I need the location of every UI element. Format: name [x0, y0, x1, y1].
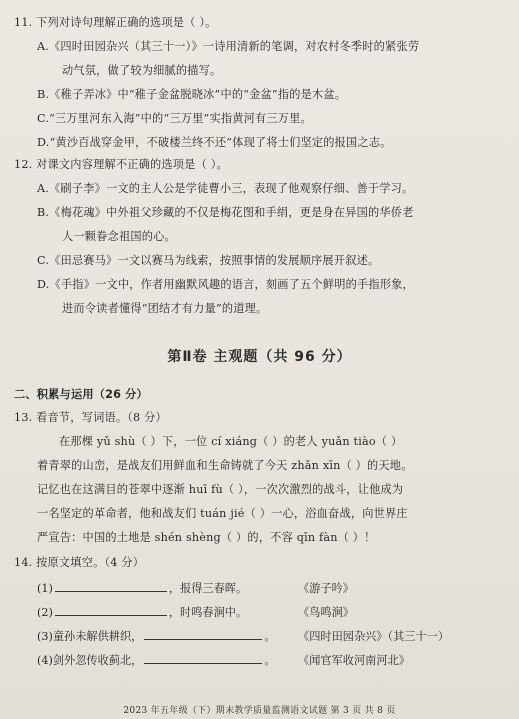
- q14-item-4: [37, 652, 276, 668]
- q14-item-3-source: 《四时田园杂兴》（其三十一）: [298, 630, 450, 643]
- q12-option-a: A.《刷子李》一文的主人公是学徒曹小三，表现了他观察仔细、善于学习。: [37, 182, 414, 195]
- q13-line-2: 着青翠的山峦，是战友们用鲜血和生命铸就了今天 zhǎn xīn（ ）的天地。: [37, 459, 413, 472]
- q12-stem: 12. 对课文内容理解不正确的选项是（ ）。: [14, 158, 228, 171]
- section-title: 第Ⅱ卷 主观题（共 96 分）: [167, 349, 352, 365]
- q14-item-1: [37, 580, 247, 596]
- q13-line-4: 一名坚定的革命者，他和战友们 tuán jié（ ）一心，浴血奋战，向世界庄: [37, 507, 408, 520]
- q14-item-2-blank[interactable]: [55, 604, 167, 616]
- q11-option-a: A.《四时田园杂兴（其三十一）》一诗用清新的笔调，对农村冬季时的紧张劳: [37, 40, 420, 53]
- q12-option-b-cont: 人一颗眷念祖国的心。: [62, 230, 176, 243]
- q13-line-5: 严宣告：中国的土地是 shén shèng（ ）的，不容 qīn fàn（ ）！: [37, 531, 376, 544]
- q13-line-1: 在那棵 yǔ shù（ ）下，一位 cí xiáng（ ）的老人 yuǎn tiào（ ）: [59, 435, 403, 448]
- q14-item-4-blank[interactable]: [144, 652, 262, 664]
- q14-item-2-text: ，时鸣春涧中。: [168, 606, 248, 619]
- q11-option-b: B.《稚子弄冰》中“稚子金盆脱晓冰”中的“金盆”指的是木盆。: [37, 88, 347, 101]
- q12-option-d-cont: 进而令读者懂得“团结才有力量”的道理。: [62, 302, 268, 315]
- q14-item-2: [37, 604, 247, 620]
- q11-stem: 11. 下列对诗句理解正确的选项是（ ）。: [14, 16, 217, 29]
- q14-item-4-prefix: (4)剑外忽传收蓟北，: [37, 654, 143, 667]
- q14-stem: 14. 按原文填空。（4 分）: [14, 556, 145, 569]
- q11-option-c: C.“三万里河东入海”中的“三万里”实指黄河有三万里。: [37, 112, 312, 125]
- q14-item-1-prefix: (1): [37, 582, 53, 595]
- q14-item-3: [37, 628, 276, 644]
- q13-stem: 13. 看音节，写词语。（8 分）: [14, 411, 167, 424]
- q13-line-3: 记忆也在这满目的苍翠中逐渐 huī fù（ ），一次次激烈的战斗，让他成为: [37, 483, 404, 496]
- q14-item-2-source: 《鸟鸣涧》: [298, 606, 354, 619]
- q14-item-4-source: 《闻官军收河南河北》: [298, 654, 410, 667]
- q12-option-b: B.《梅花魂》中外祖父珍藏的不仅是梅花图和手绢，更是身在异国的华侨老: [37, 206, 414, 219]
- part-heading: 二、积累与运用（26 分）: [14, 388, 148, 401]
- q14-item-3-text: 。: [264, 630, 276, 643]
- q14-item-2-prefix: (2): [37, 606, 53, 619]
- q14-item-1-blank[interactable]: [55, 580, 167, 592]
- q14-item-3-prefix: (3)童孙未解供耕织，: [37, 630, 143, 643]
- q11-option-d: D.“黄沙百战穿金甲，不破楼兰终不还”体现了将士们坚定的报国之志。: [37, 136, 392, 149]
- q14-item-1-source: 《游子吟》: [298, 582, 354, 595]
- q12-option-d: D.《手指》一文中，作者用幽默风趣的语言，刻画了五个鲜明的手指形象，: [37, 278, 414, 291]
- q14-item-4-text: 。: [264, 654, 276, 667]
- q14-item-1-text: ，报得三春晖。: [168, 582, 248, 595]
- q12-option-c: C.《田忌赛马》一文以赛马为线索，按照事情的发展顺序展开叙述。: [37, 254, 380, 267]
- q14-item-3-blank[interactable]: [144, 628, 262, 640]
- q11-option-a-cont: 动气氛，做了较为细腻的描写。: [62, 64, 222, 77]
- page-footer: 2023 年五年级（下）期末教学质量监测语文试题 第 3 页 共 8 页: [123, 706, 396, 716]
